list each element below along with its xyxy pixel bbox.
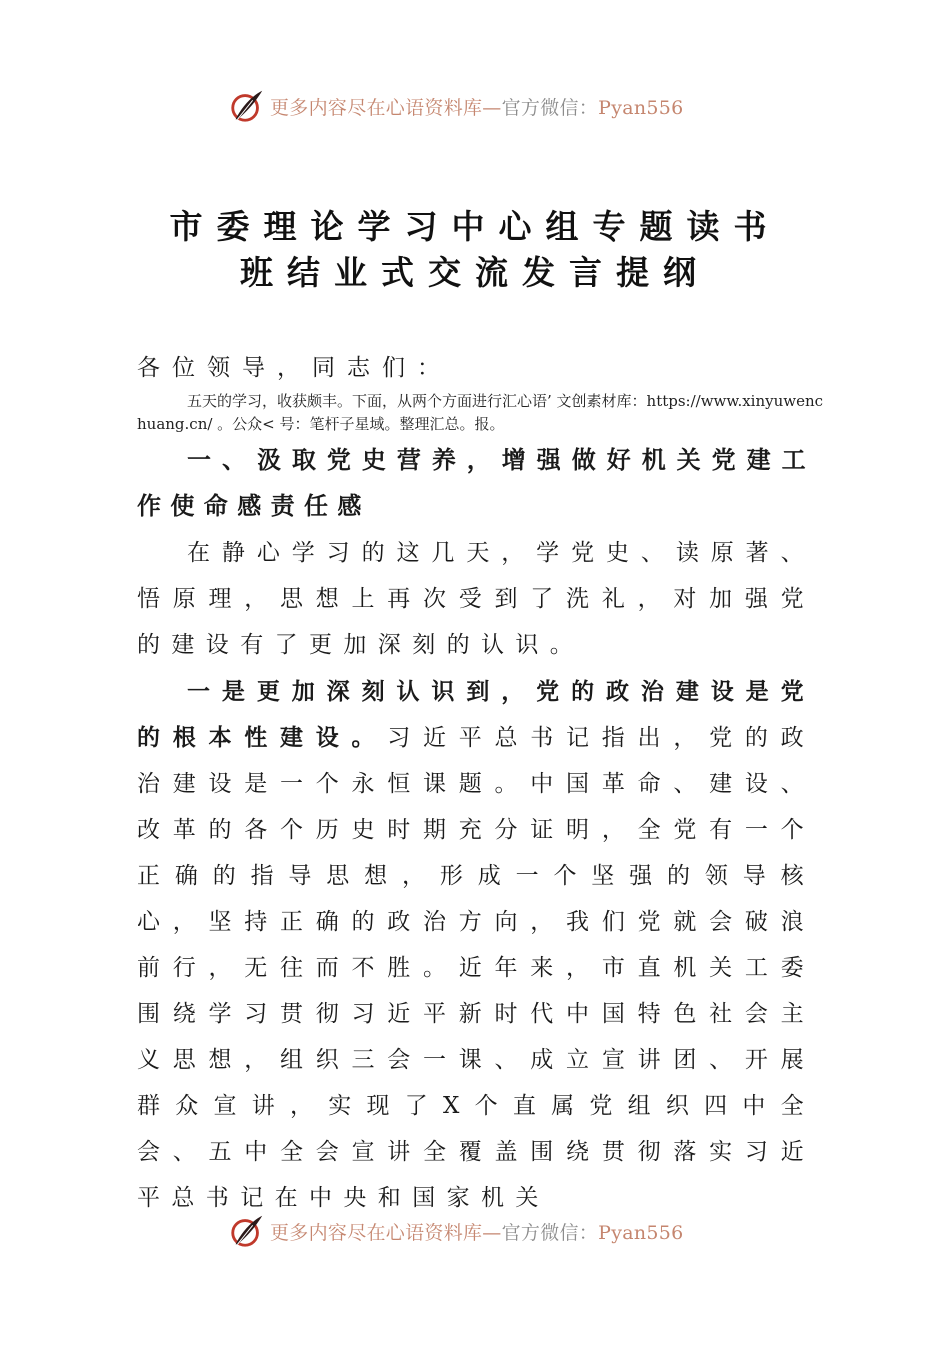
feather-quill-icon [228,1212,266,1250]
document-title-line-1: 市委理论学习中心组专题读书 [169,207,781,246]
watermark-text: 更多内容尽在心语资料库—官方微信：Pyan556 [270,96,684,119]
paragraph-1: 在静心学习的这几天，学党史、读原著、悟原理，思想上再次受到了洗礼，对加强党的建设有了更加深刻的认识。 [137,540,815,658]
salutation: 各位领导，同志们： [137,355,452,381]
footer-watermark [0,1209,950,1253]
intro-note: 五天的学习，收获颇丰。下面，从两个方面进行汇心语’ 文创素材库：https://www.xinyuwenchuang.cn/ 。公众< 号：笔杆子星域。整理汇总。报。 [137,392,824,433]
document-title-line-2: 班结业式交流发言提纲 [240,253,710,292]
section-heading-1: 一、汲取党史营养，增强做好机关党建工作使命感责任感 [137,446,815,520]
header-watermark [0,84,950,128]
paragraph-2-text: 习近平总书记指出，党的政治建设是一个永恒课题。中国革命、建设、改革的各个历史时期充分证明，全党有一个正确的指导思想，形成一个坚强的领导核心，坚持正确的政治方向，我们党就会破浪前行，无往而不胜。近年来，市直机关工委围绕学习贯彻习近平新时代中国特色社会主义思想，组织三会一课、成立宣讲团、开展群众宣讲，实现了X个直属党组织四中全会、五中全会宣讲全覆盖围绕贯彻落实习近平总书记在中央和国家机关 [137,725,815,1211]
paragraph-2-lead: 一是更加深刻认识到，党的政治建设是党的根本性建设。 [137,678,815,751]
feather-quill-icon [228,87,266,125]
watermark-text: 更多内容尽在心语资料库—官方微信：Pyan556 [270,1221,684,1244]
paragraph-2 [137,669,815,1221]
